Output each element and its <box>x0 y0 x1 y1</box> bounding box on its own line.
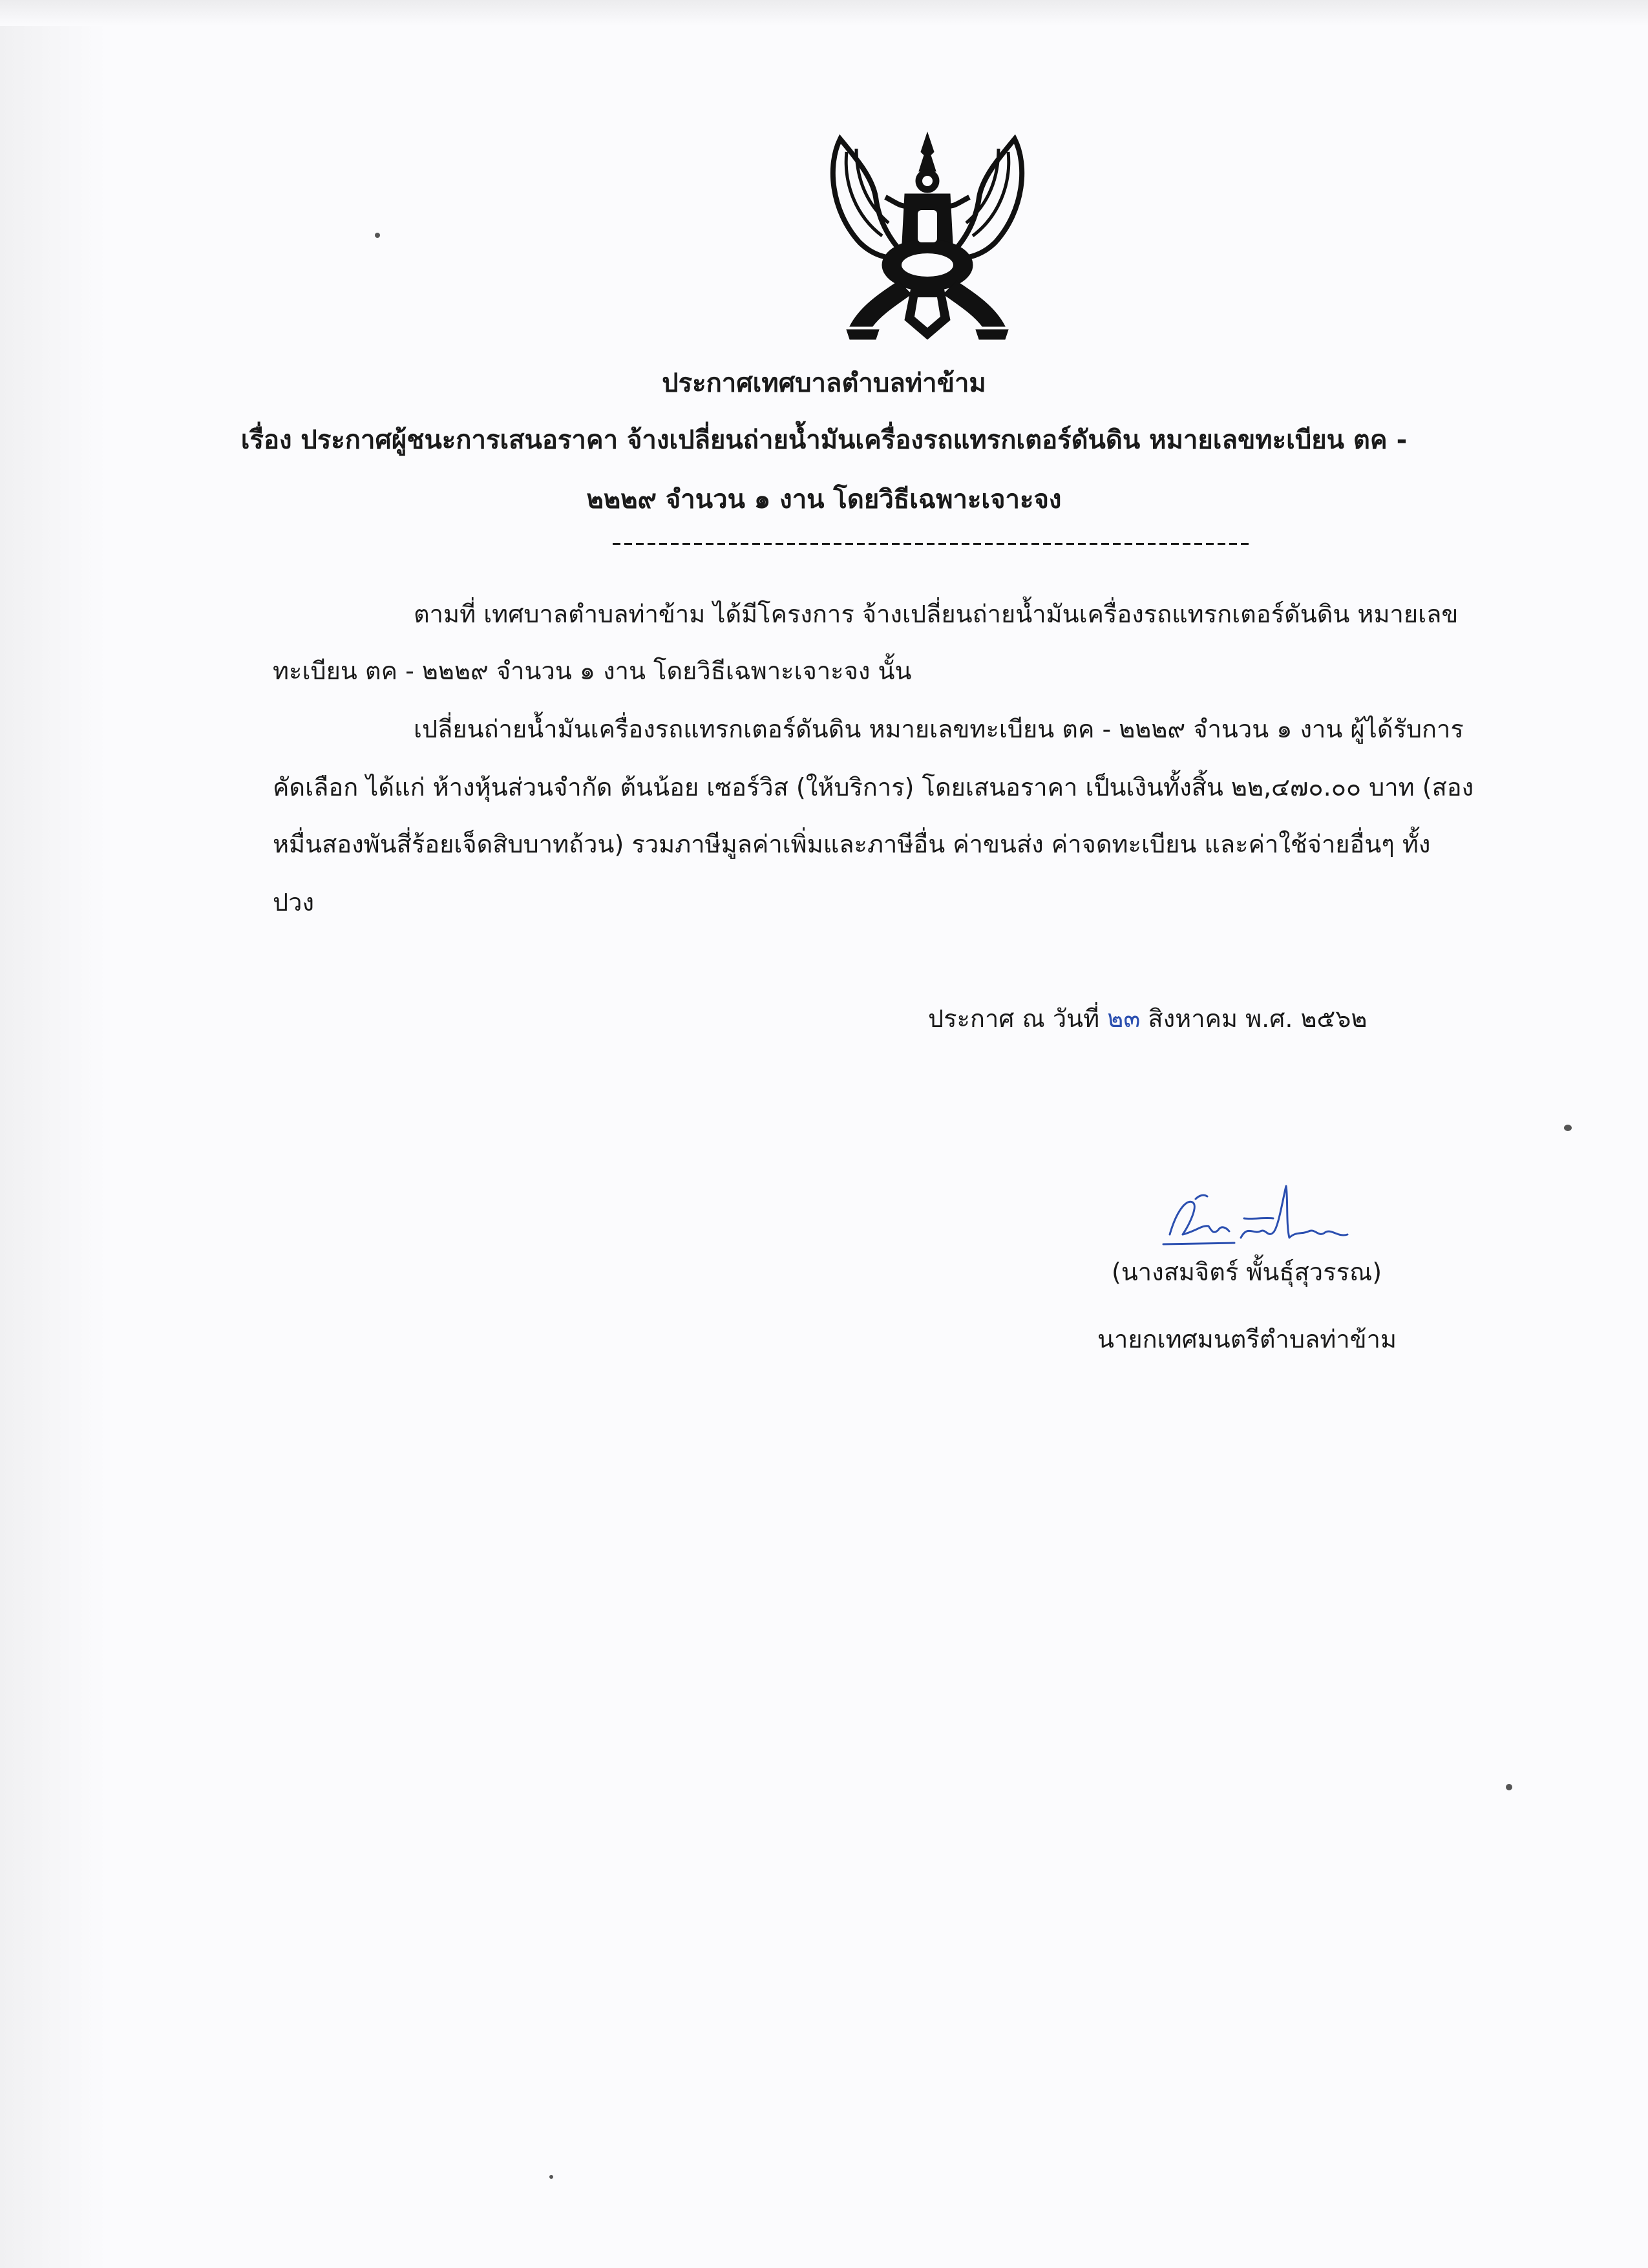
scan-top-shadow <box>0 0 1648 26</box>
signer-position: นายกเทศมนตรีตำบลท่าข้าม <box>1097 1325 1397 1353</box>
scan-speck <box>549 2175 553 2179</box>
date-day: ๒๓ <box>1107 1004 1141 1033</box>
garuda-emblem-icon <box>821 126 1034 359</box>
paragraph-2-line-3: หมื่นสองพันสี่ร้อยเจ็ดสิบบาทถ้วน) รวมภาษีมูลค่าเพิ่มและภาษีอื่น ค่าขนส่ง ค่าจดทะเบียน และค่าใช้จ่ายอื่นๆ ทั้ง <box>273 830 1431 858</box>
subject-line-1: เรื่อง ประกาศผู้ชนะการเสนอราคา จ้างเปลี่ยนถ่ายน้ำมันเครื่องรถแทรกเตอร์ดันดิน หมายเลขทะเบียน ตค - <box>240 425 1408 455</box>
title-separator <box>613 535 1249 551</box>
signer-name: (นางสมจิตร์ พั้นธุ์สุวรรณ) <box>1112 1258 1382 1286</box>
scan-speck <box>1564 1125 1572 1131</box>
scan-speck <box>1506 1784 1512 1790</box>
paragraph-1-line-2: ทะเบียน ตค - ๒๒๒๙ จำนวน ๑ งาน โดยวิธีเฉพาะเจาะจง นั้น <box>273 657 912 685</box>
paragraph-2-line-4: ปวง <box>273 888 315 917</box>
paragraph-2-line-1: เปลี่ยนถ่ายน้ำมันเครื่องรถแทรกเตอร์ดันดิน หมายเลขทะเบียน ตค - ๒๒๒๙ จำนวน ๑ งาน ผู้ได้รับการ <box>414 715 1464 743</box>
paragraph-1-line-1: ตามที่ เทศบาลตำบลท่าข้าม ได้มีโครงการ จ้างเปลี่ยนถ่ายน้ำมันเครื่องรถแทรกเตอร์ดันดิน หมายเลข <box>414 600 1459 628</box>
handwritten-signature <box>1157 1173 1370 1257</box>
scan-edge-shadow <box>0 0 107 2268</box>
date-suffix: สิงหาคม พ.ศ. ๒๕๖๒ <box>1148 1004 1368 1033</box>
document-title: ประกาศเทศบาลตำบลท่าข้าม <box>662 368 986 398</box>
date-line <box>928 1002 1367 1035</box>
subject-line-2: ๒๒๒๙ จำนวน ๑ งาน โดยวิธีเฉพาะเจาะจง <box>586 485 1062 514</box>
paragraph-2-line-2: คัดเลือก ได้แก่ ห้างหุ้นส่วนจำกัด ต้นน้อย เซอร์วิส (ให้บริการ) โดยเสนอราคา เป็นเงินทั้งสิ้น ๒๒,๔๗๐.๐๐ บาท (สอง <box>273 773 1474 801</box>
date-prefix: ประกาศ ณ วันที่ <box>928 1004 1100 1033</box>
scan-speck <box>375 233 380 238</box>
